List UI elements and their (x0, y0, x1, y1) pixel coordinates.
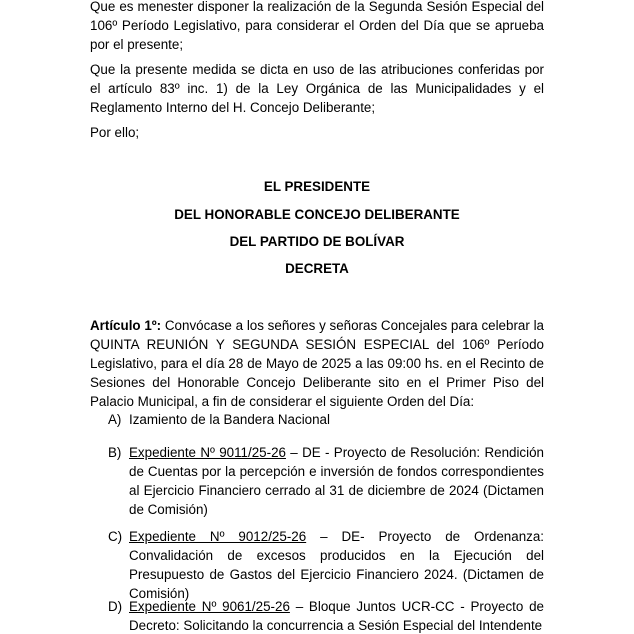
item-text: Izamiento de la Bandera Nacional (129, 412, 330, 427)
item-marker: C) (108, 529, 123, 544)
paragraph-por-ello: Por ello; (90, 125, 140, 140)
heading-partido: DEL PARTIDO DE BOLÍVAR (229, 234, 405, 249)
heading-presidente: EL PRESIDENTE (263, 179, 371, 194)
item-marker: B) (108, 445, 122, 460)
article-label: Artículo 1º: (90, 318, 162, 333)
list-item (108, 410, 544, 429)
item-body (129, 527, 544, 603)
item-body (129, 443, 544, 519)
expediente-ref: Expediente Nº 9011/25-26 (129, 445, 286, 460)
item-body (129, 597, 544, 634)
expediente-ref: Expediente Nº 9061/25-26 (129, 599, 290, 614)
article-text: Convócase a los señores y señoras Concejales para celebrar la QUINTA REUNIÓN Y SEGUNDA SESIÓN ESPECIAL del 106º Período Legislativo, para el día 28 de Mayo de 2025 a las 09:00 hs. en el Recinto de Sesiones del Honorable Concejo Deliberante sito en el Primer Piso del Palacio Municipal, a fin de considerar el siguiente Orden del Día: (90, 318, 544, 409)
item-text: – Bloque Juntos UCR-CC - Proyecto de Decreto: Solicitando la concurrencia a Sesión Especial del Intendente (129, 599, 545, 633)
expediente-ref: Expediente Nº 9012/25-26 (129, 529, 307, 544)
heading-concejo: DEL HONORABLE CONCEJO DELIBERANTE (174, 207, 460, 222)
item-text: – DE- Proyecto de Ordenanza: Convalidación de excesos producidos en la Ejecución del Presupuesto de Gastos del Ejercicio Financiero 2024. (Dictamen de Comisión) (129, 529, 544, 601)
item-marker: A) (108, 412, 122, 427)
list-item (108, 597, 544, 634)
paragraph-considerando-1: Que es menester disponer la realización de la Segunda Sesión Especial del 106º Período Legislativo, para considerar el Orden del Día que se aprueba por el presente; (90, 0, 544, 52)
list-item (108, 443, 544, 519)
item-marker: D) (108, 599, 123, 614)
item-body (129, 410, 544, 429)
list-item (108, 527, 544, 603)
paragraph-considerando-2: Que la presente medida se dicta en uso de las atribuciones conferidas por el artículo 83º inc. 1) de la Ley Orgánica de las Municipalidades y el Reglamento Interno del H. Concejo Deliberante; (90, 62, 544, 115)
item-text: – DE - Proyecto de Resolución: Rendición de Cuentas por la percepción e inversión de fondos correspondientes al Ejercicio Financiero cerrado al 31 de diciembre de 2024 (Dictamen de Comisión) (129, 445, 544, 517)
article-1 (90, 316, 544, 411)
heading-decreta: DECRETA (285, 261, 349, 276)
